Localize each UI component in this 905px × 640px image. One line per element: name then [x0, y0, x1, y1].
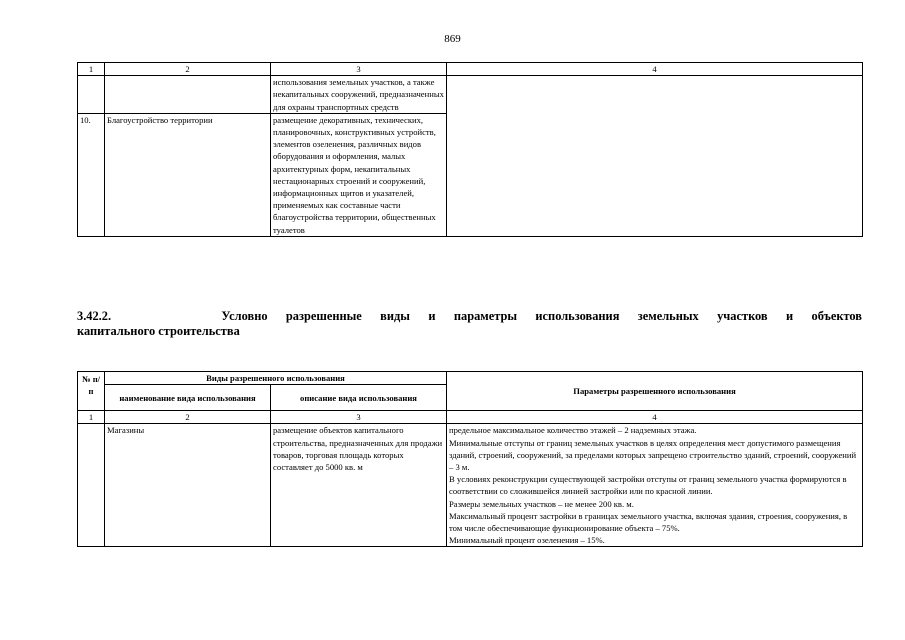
header-number: № п/п	[78, 372, 105, 411]
parameter-line: Размеры земельных участков – не менее 200 кв. м.	[449, 498, 634, 509]
column-number: 1	[78, 411, 105, 424]
header-description: описание вида использования	[271, 385, 447, 411]
section-heading-line1: 3.42.2. Условно разрешенные виды и параметры использования земельных участков и объектов	[77, 309, 862, 323]
header-params: Параметры разрешенного использования	[447, 372, 863, 411]
column-number: 3	[271, 411, 447, 424]
column-number: 4	[447, 63, 863, 76]
conditional-uses-table	[77, 371, 863, 547]
section-heading-line2: капитального строительства	[77, 324, 240, 338]
column-number: 1	[78, 63, 105, 76]
page-number: 869	[444, 33, 461, 45]
column-number: 3	[271, 63, 447, 76]
header-group: Виды разрешенного использования	[105, 372, 447, 385]
use-description: размещение декоративных, технических, планировочных, конструктивных устройств, элементов озеленения, различных видов оборудования и оформления, малых архитектурных форм, некапитальных нестационарных строений и сооружений, информационных щитов и указателей, применяемых как составные части благоустройства территории, общественных туалетов	[271, 113, 447, 236]
table-row	[78, 424, 863, 547]
use-parameters	[447, 424, 863, 547]
row-number: 10.	[78, 113, 105, 236]
table-row	[78, 76, 863, 114]
row-number	[78, 424, 105, 547]
parameter-line: В условиях реконструкции существующей застройки отступы от границ земельного участка формируются в соответствии со сложившейся линией застройки или по красной линии.	[449, 474, 847, 497]
parameter-line: Минимальные отступы от границ земельных участков в целях определения мест допустимого размещения зданий, строений, сооружений, за пределами которых запрещено строительство зданий, строений, сооружений – 3 м.	[449, 437, 857, 473]
use-parameters	[447, 76, 863, 237]
use-description: размещение объектов капитального строительства, предназначенных для продажи товаров, торговая площадь которых составляет до 5000 кв. м	[271, 424, 447, 547]
use-name: Благоустройство территории	[105, 113, 271, 236]
permitted-uses-table-continued	[77, 62, 863, 237]
column-number: 4	[447, 411, 863, 424]
parameter-line: предельное максимальное количество этажей – 2 надземных этажа.	[449, 425, 697, 436]
use-description: использования земельных участков, а также некапитальных сооружений, предназначенных для охраны транспортных средств	[271, 76, 447, 114]
parameter-line: Минимальный процент озеленения – 15%.	[449, 535, 605, 546]
use-name	[105, 76, 271, 114]
column-number: 2	[105, 411, 271, 424]
use-name: Магазины	[105, 424, 271, 547]
row-number	[78, 76, 105, 114]
header-row	[78, 372, 863, 385]
column-number-row	[78, 411, 863, 424]
section-heading	[77, 309, 862, 339]
parameter-line: Максимальный процент застройки в границах земельного участка, включая здания, строения, сооружения, в том числе обеспечивающие функционирование объекта – 75%.	[449, 510, 848, 534]
column-number: 2	[105, 63, 271, 76]
header-name: наименование вида использования	[105, 385, 271, 411]
column-number-row	[78, 63, 863, 76]
